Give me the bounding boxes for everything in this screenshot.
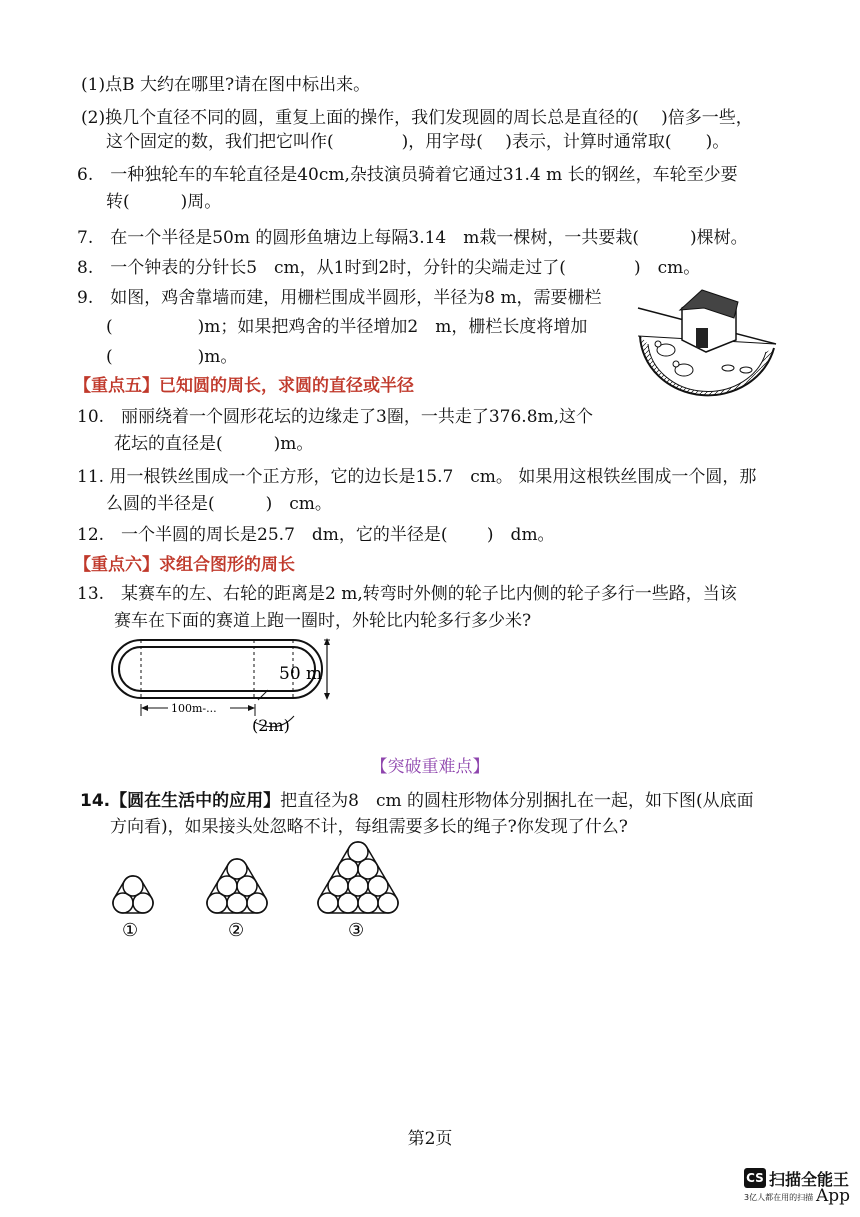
- circle-bundles-diagram: [108, 834, 418, 944]
- section-heading: 【突破重难点】: [370, 757, 490, 777]
- q7: 7. 在一个半径是50m 的圆形鱼塘边上每隔3.14 m栽一棵树，一共要栽( )棵树。: [77, 228, 748, 248]
- q14-label: 14.【圆在生活中的应用】: [80, 791, 281, 811]
- bundle-1: [113, 876, 153, 913]
- q14-text-1: 把直径为8 cm 的圆柱形物体分别捆扎在一起，如下图(从底面: [280, 791, 754, 811]
- bundle-2-label: ②: [228, 920, 245, 941]
- q13-line2: 赛车在下面的赛道上跑一圈时，外轮比内轮多行多少米?: [114, 611, 532, 631]
- q6-line1: 6. 一种独轮车的车轮直径是40cm,杂技演员骑着它通过31.4 m 长的钢丝，车轮至少要: [77, 165, 738, 185]
- bundle-2: [207, 859, 267, 913]
- q5-part1: (1)点B 大约在哪里?请在图中标出来。: [81, 75, 371, 95]
- key-point-6-heading: 【重点六】求组合图形的周长: [74, 555, 295, 575]
- watermark-app: App: [816, 1186, 851, 1206]
- q9-line1: 9. 如图，鸡舍靠墙而建，用栅栏围成半圆形，半径为8 m，需要栅栏: [77, 288, 602, 308]
- track-gap-label: (2m): [252, 716, 290, 735]
- bundle-3: [318, 842, 398, 913]
- q9-line2: ( )m；如果把鸡舍的半径增加2 m，栅栏长度将增加: [106, 317, 588, 337]
- page-number: 第2页: [407, 1129, 453, 1149]
- q13-line1: 13. 某赛车的左、右轮的距离是2 m,转弯时外侧的轮子比内侧的轮子多行一些路，当该: [77, 584, 737, 604]
- q11-line2: 么圆的半径是( ) cm。: [106, 494, 332, 514]
- q5-part2-line1: (2)换几个直径不同的圆，重复上面的操作，我们发现圆的周长总是直径的( )倍多一些，: [81, 108, 753, 128]
- q14-line2: 方向看)，如果接头处忽略不计，每组需要多长的绳子?你发现了什么?: [110, 817, 628, 837]
- q11-line1: 11. 用一根铁丝围成一个正方形，它的边长是15.7 cm。 如果用这根铁丝围成一个圆，那: [77, 467, 757, 487]
- bundle-1-label: ①: [122, 920, 139, 941]
- q14-line1: [80, 789, 754, 813]
- key-point-5-heading: 【重点五】已知圆的周长，求圆的直径或半径: [74, 376, 414, 396]
- q12: 12. 一个半圆的周长是25.7 dm，它的半径是( ) dm。: [77, 525, 555, 545]
- q6-line2: 转( )周。: [106, 192, 222, 212]
- q8: 8. 一个钟表的分针长5 cm，从1时到2时，分针的尖端走过了( ) cm。: [77, 258, 701, 278]
- q5-part2-line2: 这个固定的数，我们把它叫作( )，用字母( )表示，计算时通常取( )。: [106, 132, 730, 152]
- camscanner-watermark: [744, 1168, 854, 1212]
- chicken-coop-illustration: [636, 278, 778, 404]
- q10-line2: 花坛的直径是( )m。: [114, 434, 314, 454]
- q9-line3: ( )m。: [106, 347, 238, 367]
- watermark-slogan: 3亿人都在用的扫描: [744, 1193, 814, 1202]
- camscanner-logo-icon: CS: [744, 1168, 766, 1188]
- race-track-diagram: [108, 636, 336, 740]
- q10-line1: 10. 丽丽绕着一个圆形花坛的边缘走了3圈，一共走了376.8m,这个: [77, 407, 594, 427]
- bundle-3-label: ③: [348, 920, 365, 941]
- track-length-label: 100m-...: [171, 702, 217, 715]
- track-width-label: 50 m: [279, 664, 323, 684]
- watermark-name: 扫描全能王: [769, 1170, 850, 1189]
